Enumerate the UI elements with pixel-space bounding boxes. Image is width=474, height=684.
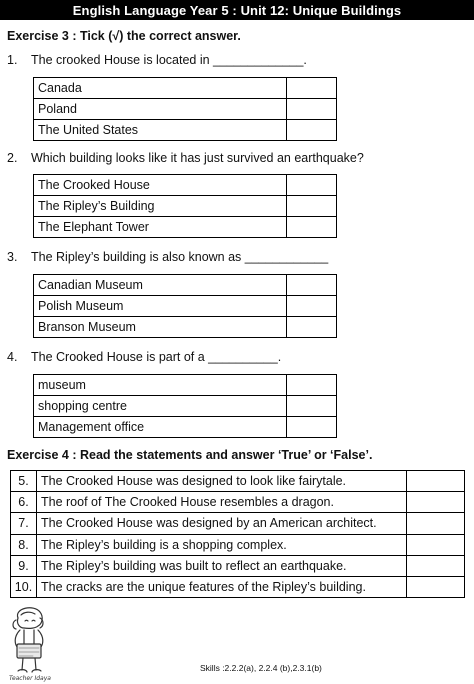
answer-box[interactable]	[407, 534, 465, 555]
statement-text: The roof of The Crooked House resembles a dragon.	[37, 492, 407, 513]
tick-box[interactable]	[287, 417, 337, 438]
option-row	[34, 296, 337, 317]
option-label: Management office	[34, 417, 287, 438]
option-row	[34, 275, 337, 296]
tick-box[interactable]	[287, 175, 337, 196]
option-label: The Ripley’s Building	[34, 196, 287, 217]
statement-number: 5.	[11, 471, 37, 492]
option-label: museum	[34, 375, 287, 396]
question-number: 2.	[7, 151, 18, 165]
page-title: English Language Year 5 : Unit 12: Unique Buildings	[0, 0, 474, 20]
skills-footnote: Skills :2.2.2(a), 2.2.4 (b),2.3.1(b)	[200, 663, 322, 673]
option-label: The United States	[34, 120, 287, 141]
statement-number: 8.	[11, 534, 37, 555]
answer-box[interactable]	[407, 492, 465, 513]
question-2	[7, 151, 364, 165]
statement-row	[11, 534, 465, 555]
statement-number: 10.	[11, 576, 37, 597]
tick-box[interactable]	[287, 78, 337, 99]
question-number: 1.	[7, 53, 18, 67]
statement-text: The Ripley’s building was built to reflect an earthquake.	[37, 555, 407, 576]
option-row	[34, 375, 337, 396]
option-row	[34, 317, 337, 338]
question-4	[7, 350, 281, 364]
statement-text: The Crooked House was designed by an American architect.	[37, 513, 407, 534]
true-false-table	[10, 470, 465, 598]
question-number: 4.	[7, 350, 18, 364]
statement-number: 9.	[11, 555, 37, 576]
tick-box[interactable]	[287, 217, 337, 238]
question-number: 3.	[7, 250, 18, 264]
option-label: The Elephant Tower	[34, 217, 287, 238]
tick-box[interactable]	[287, 317, 337, 338]
question-text: The Crooked House is part of a __________.	[31, 350, 282, 364]
exercise-3-heading: Exercise 3 : Tick (√) the correct answer.	[7, 29, 241, 43]
teacher-logo	[4, 604, 56, 682]
tick-box[interactable]	[287, 375, 337, 396]
option-label: shopping centre	[34, 396, 287, 417]
tick-box[interactable]	[287, 120, 337, 141]
question-3	[7, 250, 328, 264]
option-row	[34, 217, 337, 238]
option-label: The Crooked House	[34, 175, 287, 196]
option-row	[34, 78, 337, 99]
question-text: Which building looks like it has just survived an earthquake?	[31, 151, 364, 165]
option-row	[34, 175, 337, 196]
answer-box[interactable]	[407, 513, 465, 534]
question-text: The crooked House is located in _____________.	[31, 53, 307, 67]
statement-row	[11, 471, 465, 492]
options-table-q3	[33, 274, 337, 338]
statement-row	[11, 492, 465, 513]
statement-text: The Crooked House was designed to look like fairytale.	[37, 471, 407, 492]
answer-box[interactable]	[407, 555, 465, 576]
tick-box[interactable]	[287, 99, 337, 120]
option-label: Canada	[34, 78, 287, 99]
exercise-4-heading: Exercise 4 : Read the statements and answer ‘True’ or ‘False’.	[7, 448, 373, 462]
option-row	[34, 120, 337, 141]
answer-box[interactable]	[407, 576, 465, 597]
logo-text: Teacher Idaya	[9, 675, 51, 682]
option-row	[34, 99, 337, 120]
question-1	[7, 53, 307, 67]
statement-row	[11, 555, 465, 576]
tick-box[interactable]	[287, 396, 337, 417]
option-label: Poland	[34, 99, 287, 120]
statement-row	[11, 576, 465, 597]
option-row	[34, 196, 337, 217]
question-text: The Ripley’s building is also known as ____________	[31, 250, 329, 264]
options-table-q1	[33, 77, 337, 141]
option-label: Branson Museum	[34, 317, 287, 338]
statement-row	[11, 513, 465, 534]
options-table-q4	[33, 374, 337, 438]
tick-box[interactable]	[287, 275, 337, 296]
statement-text: The cracks are the unique features of the Ripley’s building.	[37, 576, 407, 597]
options-table-q2	[33, 174, 337, 238]
tick-box[interactable]	[287, 296, 337, 317]
option-label: Canadian Museum	[34, 275, 287, 296]
option-label: Polish Museum	[34, 296, 287, 317]
statement-number: 6.	[11, 492, 37, 513]
statement-text: The Ripley’s building is a shopping complex.	[37, 534, 407, 555]
option-row	[34, 417, 337, 438]
child-with-sign-icon	[4, 604, 56, 682]
answer-box[interactable]	[407, 471, 465, 492]
statement-number: 7.	[11, 513, 37, 534]
option-row	[34, 396, 337, 417]
tick-box[interactable]	[287, 196, 337, 217]
